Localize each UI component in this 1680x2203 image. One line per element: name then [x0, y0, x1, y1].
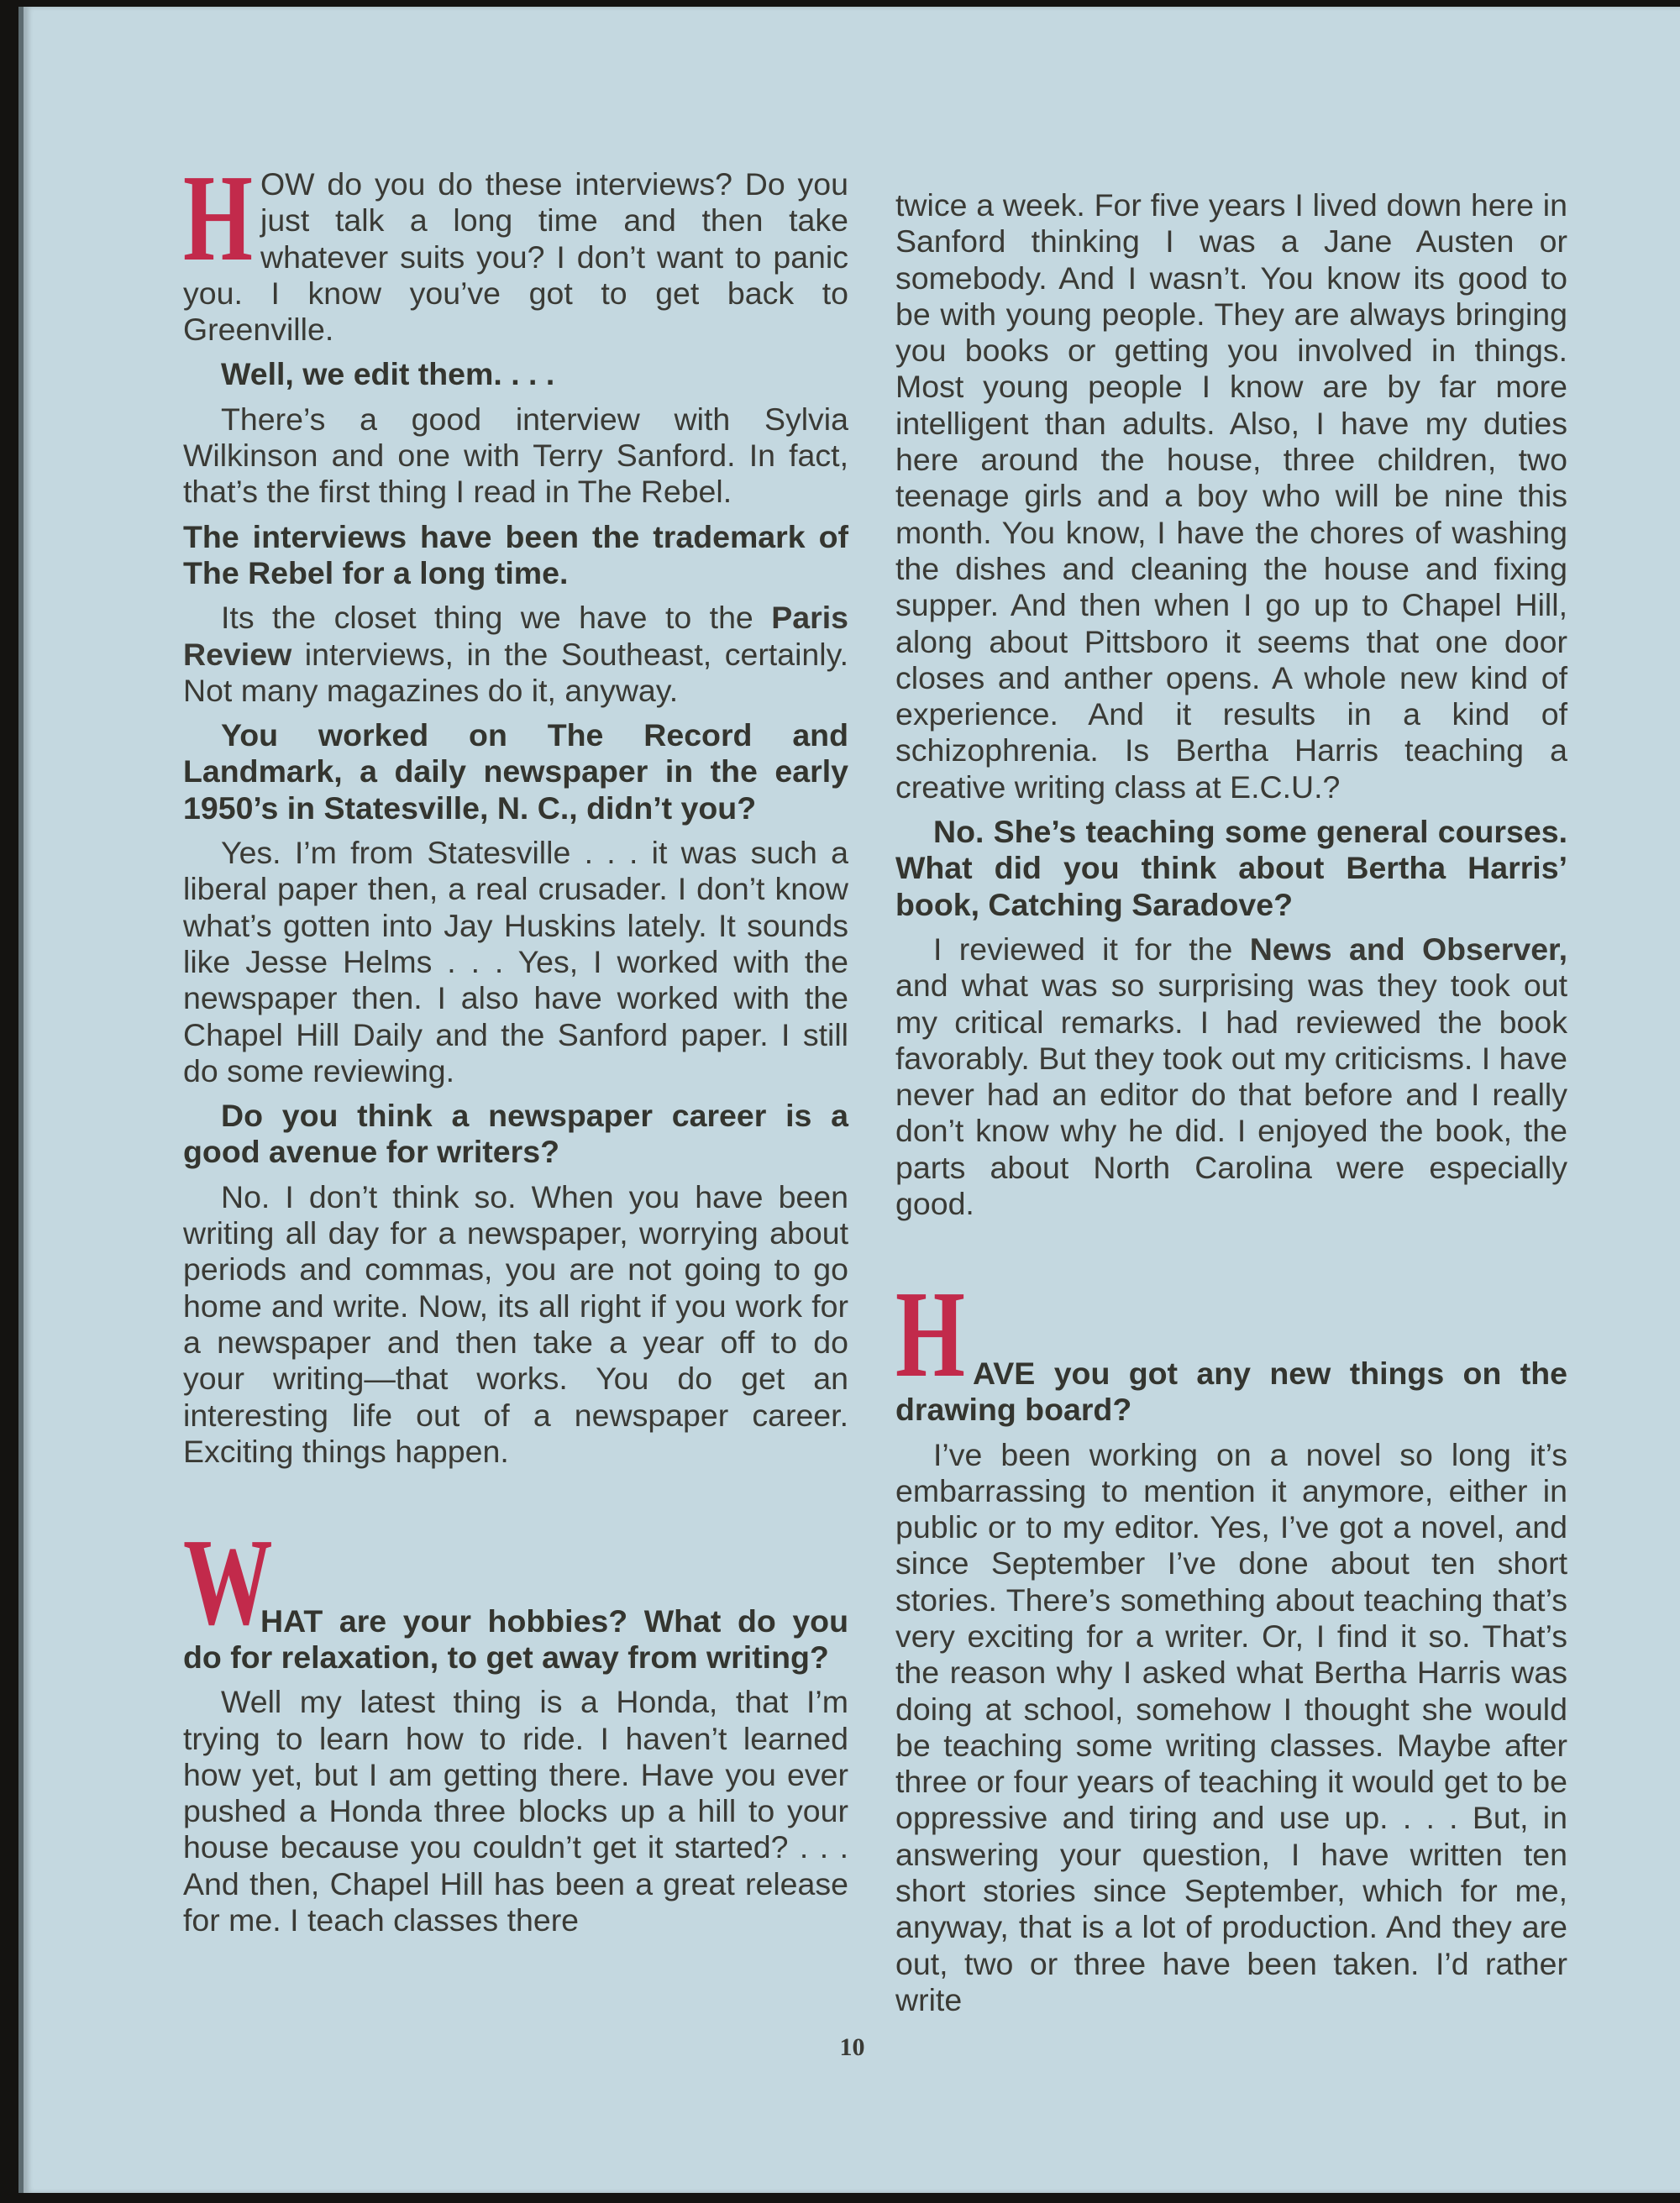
question: No. She’s teaching some general courses. What did you think about Bertha Harris’ book, Catching Saradove? — [895, 814, 1567, 922]
paragraph: Well my latest thing is a Honda, that I’m trying to learn how to ride. I haven’t learned how yet, but I am getting there. Have you ever pushed a Honda three blocks up a hill to your house because you couldn’t get it started? . . . And then, Chapel Hill has been a great release for me. I teach classes there — [183, 1684, 848, 1938]
question: Do you think a newspaper career is a good avenue for writers? — [183, 1098, 848, 1170]
paragraph-text: and what was so surprising was they took out my critical remarks. I had reviewed the book favorably. But they took out my criticisms. I have never had an editor do that before and I really don’t know why he did. I enjoyed the book, the parts about North Carolina were especially good. — [895, 968, 1567, 1222]
question: Well, we edit them. . . . — [221, 356, 555, 392]
page-number: 10 — [839, 2033, 865, 2061]
section-question — [895, 1266, 1567, 1428]
drop-cap: H — [183, 149, 253, 287]
section-question — [183, 1513, 848, 1676]
magazine-page — [18, 7, 1680, 2193]
paragraph — [183, 149, 848, 348]
paragraph — [895, 931, 1567, 1222]
paragraph: No. I don’t think so. When you have been writing all day for a newspaper, worrying about periods and commas, you are not going to go home and write. Now, its all right if you work for a newspaper and then take a year off to do your writing—that works. You do get an interesting life out of a newspaper career. Exciting things happen. — [183, 1178, 848, 1469]
paragraph: I’ve been working on a novel so long it’s embarrassing to mention it anymore, either in public or to my editor. Yes, I’ve got a novel, and since September I’ve done about ten short stories. There’s something about teaching that’s very exciting for a writer. Or, I find it so. That’s the reason why I asked what Bertha Harris was doing at school, somehow I thought she would be teaching some writing classes. Maybe after three or four years of teaching it would get to be oppressive and tiring and use up. . . . But, in answering your question, I have written ten short stories since September, which for me, anyway, that is a lot of production. And they are out, two or three have been taken. I’d rather write — [895, 1436, 1567, 2017]
question: The interviews have been the trademark of The Rebel for a long time. — [183, 518, 848, 590]
paragraph-text: I reviewed it for the — [933, 931, 1250, 967]
publication-title: News and Observer, — [1249, 931, 1567, 967]
question-text: AVE you got any new things on the drawing board? — [895, 1355, 1567, 1428]
left-column — [183, 149, 848, 1947]
question-text: HAT are your hobbies? What do you do for relaxation, to get away from writing? — [183, 1602, 848, 1675]
paragraph: There’s a good interview with Sylvia Wilkinson and one with Terry Sanford. In fact, that’s the first thing I read in The Rebel. — [183, 401, 848, 510]
paragraph: Yes. I’m from Statesville . . . it was such a liberal paper then, a real crusader. I don’t know what’s gotten into Jay Huskins lately. It sounds like Jesse Helms . . . Yes, I worked with the newspaper then. I also have worked with the Chapel Hill Daily and the Sanford paper. I still do some reviewing. — [183, 835, 848, 1088]
drop-cap: W — [183, 1513, 273, 1652]
right-column — [895, 187, 1567, 2027]
question: You worked on The Record and Landmark, a daily newspaper in the early 1950’s in Statesville, N. C., didn’t you? — [183, 717, 848, 826]
paragraph-text: OW do you do these interviews? Do you just talk a long time and then take whatever suits you? I don’t want to panic you. I know you’ve got to get back to Greenville. — [183, 166, 848, 348]
publication-title: Paris Review — [183, 600, 848, 672]
drop-cap: H — [895, 1266, 965, 1404]
paragraph-text: Its the closet thing we have to the — [221, 600, 772, 636]
paragraph-text: interviews, in the Southeast, certainly. Not many magazines do it, anyway. — [183, 636, 848, 708]
paragraph — [183, 600, 848, 709]
paragraph: twice a week. For five years I lived down here in Sanford thinking I was a Jane Austen or somebody. And I wasn’t. You know its good to be with young people. They are always bringing you books or getting you involved in things. Most young people I know are by far more intelligent than adults. Also, I have my duties here around the house, three children, two teenage girls and a boy who will be nine this month. You know, I have the chores of washing the dishes and cleaning the house and fixing supper. And then when I go up to Chapel Hill, along about Pittsboro it seems that one door closes and anther opens. A whole new kind of experience. And it results in a kind of schizophrenia. Is Bertha Harris teaching a creative writing class at E.C.U.? — [895, 187, 1567, 805]
